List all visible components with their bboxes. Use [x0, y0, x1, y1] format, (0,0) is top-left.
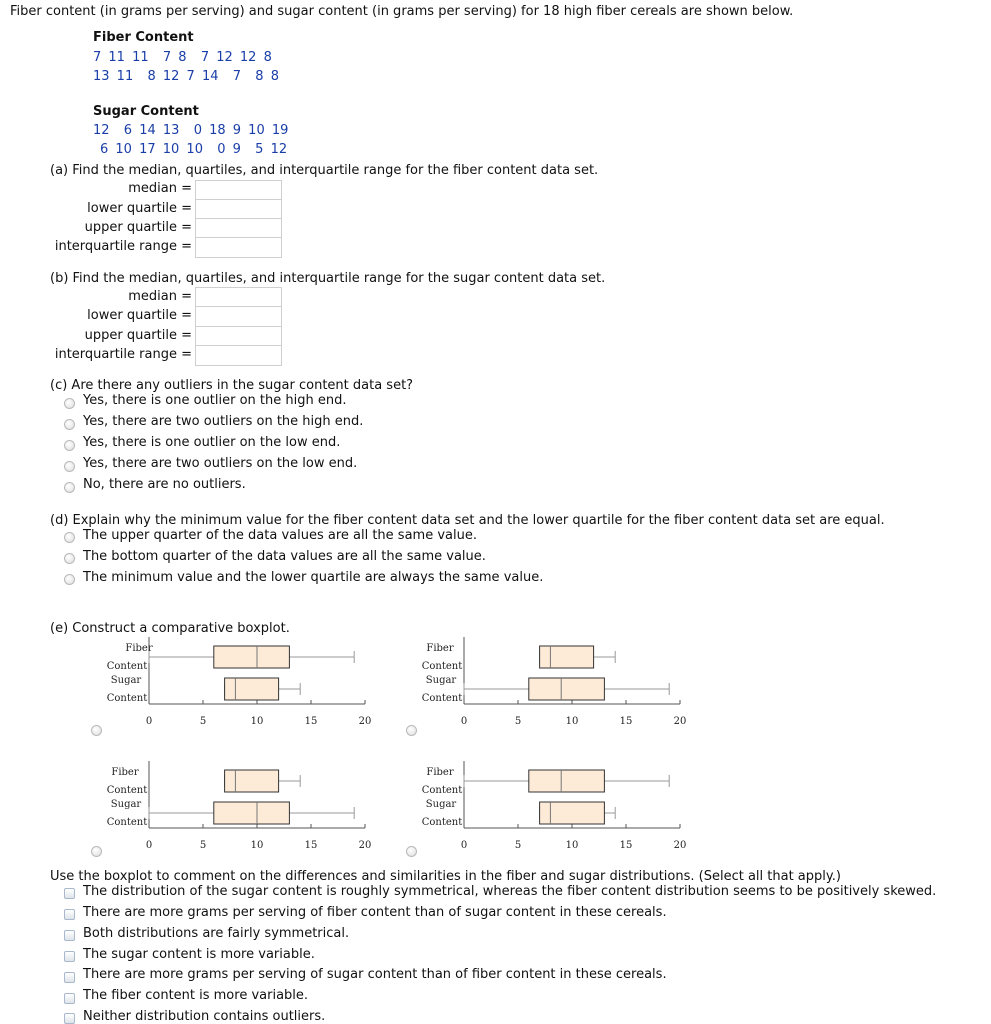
boxplot-option-1-sugar-label-line1: Sugar — [110, 675, 142, 686]
x-tick-label-0: 0 — [460, 716, 468, 727]
comment-option-6: The fiber content is more variable. — [83, 988, 309, 1003]
part-a-upper-quartile-input[interactable] — [195, 218, 282, 239]
fiber-data-row-2: 13 11 8 12 7 14 7 8 8 — [93, 69, 279, 84]
x-tick-label-0: 0 — [145, 716, 153, 727]
part-d-radio-3[interactable] — [64, 574, 75, 585]
x-tick-label-10: 10 — [565, 716, 579, 727]
comment-question: Use the boxplot to comment on the differences and similarities in the fiber and sugar distributions. (Select all that apply.) — [50, 869, 841, 884]
x-tick-label-15: 15 — [619, 716, 633, 727]
x-tick-label-5: 5 — [514, 716, 522, 727]
boxplot-option-3-fiber-label-line2: Content — [106, 785, 148, 796]
comment-checkbox-1[interactable] — [64, 888, 75, 899]
comment-checkbox-2[interactable] — [64, 909, 75, 920]
comment-checkbox-5[interactable] — [64, 972, 75, 983]
fiber-box — [529, 770, 605, 792]
comment-checkbox-6[interactable] — [64, 993, 75, 1004]
part-c-option-2: Yes, there are two outliers on the high end. — [83, 414, 364, 429]
boxplot-option-1-fiber-label-line2: Content — [106, 661, 148, 672]
fiber-box — [225, 770, 279, 792]
fiber-title: Fiber Content — [93, 30, 194, 45]
part-b-median-label: median = — [128, 289, 192, 304]
part-c-radio-2[interactable] — [64, 419, 75, 430]
boxplot-option-2-fiber-label-line2: Content — [421, 661, 463, 672]
part-c-radio-5[interactable] — [64, 482, 75, 493]
sugar-box — [540, 802, 605, 824]
comment-option-4: The sugar content is more variable. — [83, 947, 315, 962]
part-b-upper-quartile-input[interactable] — [195, 326, 282, 347]
boxplot-option-4-fiber-label-line2: Content — [421, 785, 463, 796]
boxplot-option-3 — [100, 759, 390, 854]
part-c-option-1: Yes, there is one outlier on the high end. — [83, 393, 347, 408]
part-c-option-3: Yes, there is one outlier on the low end. — [83, 435, 341, 450]
part-a-median-label: median = — [128, 181, 192, 196]
part-d-radio-2[interactable] — [64, 553, 75, 564]
x-tick-label-5: 5 — [199, 840, 207, 851]
boxplot-option-1-sugar-label-line2: Content — [106, 693, 148, 704]
part-a-lower-quartile-label: lower quartile = — [87, 201, 192, 216]
fiber-box — [540, 646, 594, 668]
x-tick-label-15: 15 — [304, 716, 318, 727]
boxplot-option-4-sugar-label-line1: Sugar — [425, 799, 457, 810]
part-b-upper-quartile-label: upper quartile = — [84, 328, 192, 343]
part-e-question: (e) Construct a comparative boxplot. — [50, 621, 290, 636]
boxplot-option-2 — [415, 635, 705, 730]
part-d-radio-1[interactable] — [64, 532, 75, 543]
boxplot-option-2-sugar-label-line1: Sugar — [425, 675, 457, 686]
part-a-iqr-input[interactable] — [195, 237, 282, 258]
sugar-title: Sugar Content — [93, 104, 199, 119]
boxplot-option-3-fiber-label-line1: Fiber — [111, 767, 139, 778]
part-c-radio-3[interactable] — [64, 440, 75, 451]
boxplot-option-4 — [415, 759, 705, 854]
comment-checkbox-3[interactable] — [64, 930, 75, 941]
part-b-iqr-label: interquartile range = — [54, 347, 192, 362]
part-c-radio-1[interactable] — [64, 398, 75, 409]
x-tick-label-20: 20 — [673, 840, 687, 851]
comment-checkbox-4[interactable] — [64, 951, 75, 962]
x-tick-label-5: 5 — [199, 716, 207, 727]
part-b-lower-quartile-label: lower quartile = — [87, 308, 192, 323]
fiber-box — [214, 646, 290, 668]
part-a-lower-quartile-input[interactable] — [195, 199, 282, 220]
part-d-option-3: The minimum value and the lower quartile are always the same value. — [83, 570, 544, 585]
x-tick-label-15: 15 — [304, 840, 318, 851]
part-a-question: (a) Find the median, quartiles, and interquartile range for the fiber content data set. — [50, 163, 599, 178]
x-tick-label-10: 10 — [250, 840, 264, 851]
boxplot-option-2-fiber-label-line1: Fiber — [426, 643, 454, 654]
part-c-radio-4[interactable] — [64, 461, 75, 472]
boxplot-option-4-sugar-label-line2: Content — [421, 817, 463, 828]
part-c-option-5: No, there are no outliers. — [83, 477, 246, 492]
x-tick-label-10: 10 — [565, 840, 579, 851]
x-tick-label-5: 5 — [514, 840, 522, 851]
sugar-data-row-2: 6 10 17 10 10 0 9 5 12 — [100, 142, 288, 157]
x-tick-label-20: 20 — [673, 716, 687, 727]
x-tick-label-10: 10 — [250, 716, 264, 727]
part-a-iqr-label: interquartile range = — [54, 239, 192, 254]
x-tick-label-0: 0 — [145, 840, 153, 851]
part-b-iqr-input[interactable] — [195, 345, 282, 366]
part-d-option-1: The upper quarter of the data values are all the same value. — [83, 528, 477, 543]
comment-option-7: Neither distribution contains outliers. — [83, 1009, 326, 1024]
boxplot-option-4-fiber-label-line1: Fiber — [426, 767, 454, 778]
intro-text: Fiber content (in grams per serving) and sugar content (in grams per serving) for 18 high fiber cereals are shown below. — [10, 4, 794, 19]
comment-option-1: The distribution of the sugar content is roughly symmetrical, whereas the fiber content distribution seems to be positively skewed. — [83, 884, 937, 899]
boxplot-option-1-fiber-label-line1: Fiber — [125, 643, 153, 654]
sugar-box — [214, 802, 290, 824]
part-d-option-2: The bottom quarter of the data values are all the same value. — [83, 549, 486, 564]
sugar-box — [225, 678, 279, 700]
boxplot-option-3-sugar-label-line2: Content — [106, 817, 148, 828]
boxplot-option-2-sugar-label-line2: Content — [421, 693, 463, 704]
sugar-data-row-1: 12 6 14 13 0 18 9 10 19 — [93, 123, 289, 138]
x-tick-label-20: 20 — [358, 840, 372, 851]
part-b-question: (b) Find the median, quartiles, and interquartile range for the sugar content data set. — [50, 271, 606, 286]
x-tick-label-0: 0 — [460, 840, 468, 851]
comment-option-2: There are more grams per serving of fiber content than of sugar content in these cereals. — [83, 905, 667, 920]
fiber-data-row-1: 7 11 11 7 8 7 12 12 8 — [93, 50, 272, 65]
part-a-upper-quartile-label: upper quartile = — [84, 220, 192, 235]
x-tick-label-15: 15 — [619, 840, 633, 851]
part-b-lower-quartile-input[interactable] — [195, 306, 282, 327]
part-b-median-input[interactable] — [195, 287, 282, 308]
part-a-median-input[interactable] — [195, 180, 282, 201]
part-c-question: (c) Are there any outliers in the sugar content data set? — [50, 378, 414, 393]
comment-option-3: Both distributions are fairly symmetrical. — [83, 926, 350, 941]
boxplot-option-3-sugar-label-line1: Sugar — [110, 799, 142, 810]
sugar-box — [529, 678, 605, 700]
comment-option-5: There are more grams per serving of sugar content than of fiber content in these cereals. — [83, 967, 667, 982]
part-c-option-4: Yes, there are two outliers on the low end. — [83, 456, 358, 471]
x-tick-label-20: 20 — [358, 716, 372, 727]
part-d-question: (d) Explain why the minimum value for the fiber content data set and the lower quartile for the fiber content data set are equal. — [50, 513, 885, 528]
comment-checkbox-7[interactable] — [64, 1013, 75, 1024]
boxplot-option-1 — [100, 635, 390, 730]
